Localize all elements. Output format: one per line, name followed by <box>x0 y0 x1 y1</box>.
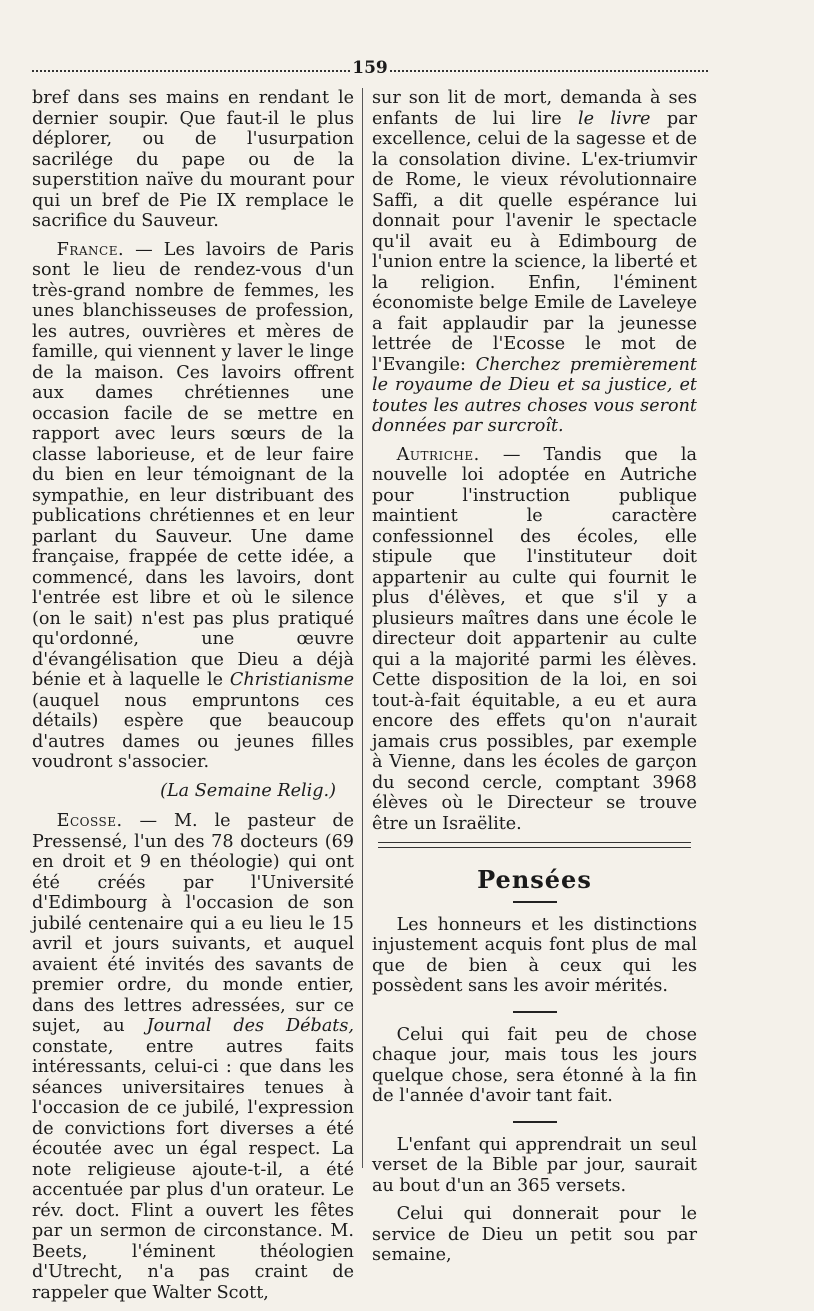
section-divider <box>378 842 691 848</box>
autriche-text: — Tandis que la nouvelle loi adoptée en Autriche pour l'instruction publique maintient le caractère confessionnel des écoles, elle stipule que l'instituteur doit appartenir au culte qui fournit le plus d'élèves, et que s'il y a plusieurs maîtres dans une école le directeur doit appartenir au culte qui a la majorité parmi les élèves. Cette disposition de la loi, en soi tout-à-fait équitable, a eu et aura encore des effets qu'on n'aurait jamais crus possibles, par exemple à Vienne, dans les écoles de garçon du second cercle, comptant 3968 élèves où le Directeur se trouve être un Israëlite. <box>372 444 697 834</box>
paragraph-autriche <box>372 445 697 835</box>
thought-4: Celui qui donnerait pour le service de Dieu un petit sou par semaine, <box>372 1204 697 1265</box>
scott-text: sur son lit de mort, demanda à ses enfants de lui lire <box>372 88 697 129</box>
header-rule-left <box>32 70 350 72</box>
ecosse-text-2: constate, entre autres faits intéressants, celui-ci : que dans les séances universitaires tenues à l'occasion de ce jubilé, l'expression de convictions fort diverses a été écoutée avec un égal respect. La note religieuse ajoute-t-il, a été accentuée par plus d'un orateur. Le rév. doct. Flint a ouvert les fêtes par un sermon de circonstance. M. Beets, l'éminent théologien d'Utrecht, n'a pas craint de rappeler que Walter Scott, <box>32 1036 354 1303</box>
dash-separator <box>372 1005 697 1019</box>
ecosse-italic: Journal des Débats, <box>146 1016 354 1036</box>
scott-italic: le livre <box>578 108 651 129</box>
heading-ecosse: Ecosse. <box>56 811 123 831</box>
paragraph-bref: bref dans ses mains en rendant le dernier soupir. Que faut-il le plus déplorer, ou de l'usurpation sacrilége du pape ou de la superstition naïve du mourant pour qui un bref de Pie IX remplace le sacrifice du Sauveur. <box>32 88 354 231</box>
page-number: 159 <box>352 58 388 78</box>
thought-3: L'enfant qui apprendrait un seul verset de la Bible par jour, saurait au bout d'un an 365 versets. <box>372 1134 697 1196</box>
thought-2: Celui qui fait peu de chose chaque jour, mais tous les jours quelque chose, sera étonné à la fin de l'année d'avoir tant fait. <box>372 1024 697 1106</box>
source-citation: (La Semaine Relig.) <box>160 780 336 801</box>
france-text-2: (auquel nous empruntons ces détails) espère que beaucoup d'autres dames ou jeunes filles voudront s'associer. <box>32 690 354 772</box>
dash-separator <box>372 895 697 909</box>
right-column <box>372 88 697 1274</box>
ecosse-text: — M. le pasteur de Pressensé, l'un des 78 docteurs (69 en droit et 9 en théologie) qui ont été créés par l'Université d'Edimbourg à l'occasion de son jubilé centenaire qui a eu lieu le 15 avril et jours suivants, et auquel avaient été invités des savants de premier ordre, du monde entier, dans des lettres adressées, sur ce sujet, au <box>32 811 354 1036</box>
paragraph-walter-scott <box>372 88 697 437</box>
header-rule-right <box>390 70 708 72</box>
heading-france: France. <box>56 239 125 260</box>
scott-text-2: par excellence, celui de la sagesse et de la consolation divine. L'ex-triumvir de Rome, le vieux révolutionnaire Saffi, a dit quelle espérance lui donnait pour l'avenir le spectacle qu'il avait eu à Edimbourg de l'union entre la science, la liberté et la religion. Enfin, l'éminent économiste belge Emile de Laveleye a fait applaudir par la jeunesse lettrée de l'Ecosse le mot de l'Evangile: <box>372 108 697 375</box>
column-divider <box>362 88 363 1168</box>
section-title-pensees: Pensées <box>477 865 592 894</box>
paragraph-france <box>32 240 354 773</box>
dash-separator <box>372 1115 697 1129</box>
left-column <box>32 88 354 1311</box>
france-text: — Les lavoirs de Paris sont le lieu de rendez-vous d'un très-grand nombre de femmes, les unes blanchisseuses de profession, les autres, ouvrières et mères de famille, qui viennent y laver le linge de la maison. Ces lavoirs offrent aux dames chrétiennes une occasion facile de se mettre en rapport avec leurs sœurs de la classe laborieuse, et de leur faire du bien en leur témoignant de la sympathie, en leur distribuant des publications chrétiennes et en leur parlant du Sauveur. Une dame française, frappée de cette idée, a commencé, dans les lavoirs, dont l'entrée est libre et où le silence (on le sait) n'est pas plus pratiqué qu'ordonné, une œuvre d'évangélisation que Dieu a déjà bénie et à laquelle le <box>32 239 354 690</box>
france-italic: Christianisme <box>229 670 354 690</box>
thought-1: Les honneurs et les distinctions injustement acquis font plus de mal que de bien à ceux qui les possèdent sans les avoir mérités. <box>372 914 697 996</box>
heading-autriche: Autriche. <box>396 444 480 465</box>
gospel-quote: Cherchez premièrement le royaume de Dieu et sa justice, et toutes les autres choses vous seront données par surcroît. <box>372 354 697 436</box>
paragraph-ecosse <box>32 811 354 1303</box>
page-header <box>32 58 708 82</box>
